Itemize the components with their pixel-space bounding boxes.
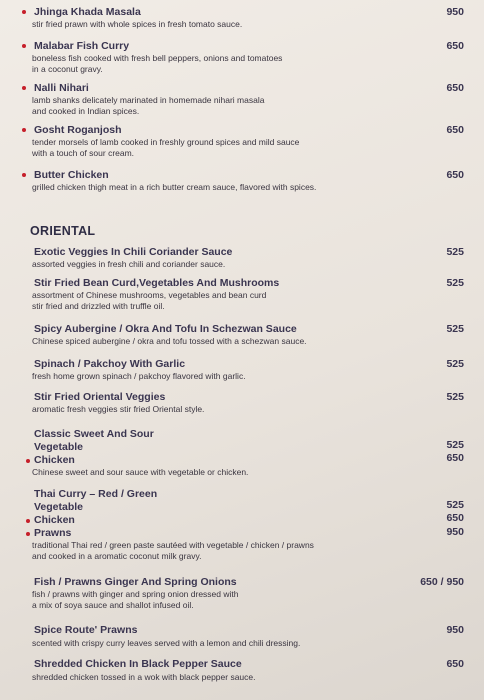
- item-desc: fish / prawns with ginger and spring onion dressed with: [32, 589, 239, 599]
- option-label: Prawns: [34, 527, 72, 539]
- menu-item: [22, 624, 472, 652]
- item-desc: stir fried prawn with whole spices in fresh tomato sauce.: [32, 19, 243, 29]
- item-name: Stir Fried Bean Curd,Vegetables And Mushrooms: [34, 277, 280, 289]
- menu-item: [22, 124, 472, 164]
- item-desc: and cooked in a aromatic coconut milk gravy.: [32, 551, 202, 561]
- option-label: Vegetable: [34, 441, 84, 453]
- item-name: Malabar Fish Curry: [34, 40, 130, 52]
- item-name: Stir Fried Oriental Veggies: [34, 391, 166, 403]
- item-name: Exotic Veggies In Chili Coriander Sauce: [34, 246, 233, 258]
- option-label: Chicken: [34, 514, 75, 526]
- item-price: 650 / 950: [420, 576, 464, 588]
- bullet-icon: [26, 459, 30, 463]
- option-label: Vegetable: [34, 501, 84, 513]
- item-desc: stir fried and drizzled with truffle oil.: [32, 301, 165, 311]
- item-price: 525: [446, 358, 464, 370]
- item-desc: scented with crispy curry leaves served with a lemon and chili dressing.: [32, 638, 301, 648]
- menu-item: [22, 277, 472, 317]
- item-desc: in a coconut gravy.: [32, 64, 103, 74]
- item-price: 650: [446, 658, 464, 670]
- item-desc: tender morsels of lamb cooked in freshly ground spices and mild sauce: [32, 137, 300, 147]
- option-price: 650: [446, 452, 464, 464]
- item-price: 950: [446, 6, 464, 18]
- item-name: Butter Chicken: [34, 169, 109, 181]
- item-name: Fish / Prawns Ginger And Spring Onions: [34, 576, 237, 588]
- menu-item: [22, 82, 472, 122]
- item-desc: Chinese sweet and sour sauce with vegetable or chicken.: [32, 467, 249, 477]
- item-desc: Chinese spiced aubergine / okra and tofu tossed with a schezwan sauce.: [32, 336, 307, 346]
- item-desc: grilled chicken thigh meat in a rich butter cream sauce, flavored with spices.: [32, 182, 317, 192]
- option-price: 950: [446, 526, 464, 538]
- item-name: Gosht Roganjosh: [34, 124, 122, 136]
- bullet-icon: [26, 532, 30, 536]
- item-desc: aromatic fresh veggies stir fried Oriental style.: [32, 404, 205, 414]
- menu-item: [22, 358, 472, 386]
- item-desc: shredded chicken tossed in a wok with black pepper sauce.: [32, 672, 256, 682]
- option-price: 650: [446, 512, 464, 524]
- item-name: Spice Route' Prawns: [34, 624, 138, 636]
- menu-item: [22, 488, 472, 572]
- item-price: 650: [446, 124, 464, 136]
- item-desc: boneless fish cooked with fresh bell peppers, onions and tomatoes: [32, 53, 283, 63]
- bullet-icon: [26, 519, 30, 523]
- item-desc: and cooked in Indian spices.: [32, 106, 140, 116]
- option-price: 525: [446, 439, 464, 451]
- item-name: Spicy Aubergine / Okra And Tofu In Schezwan Sauce: [34, 323, 297, 335]
- bullet-icon: [22, 10, 26, 14]
- menu-item: [22, 40, 472, 80]
- item-name: Spinach / Pakchoy With Garlic: [34, 358, 186, 370]
- menu-item: [22, 391, 472, 419]
- item-desc: traditional Thai red / green paste sautéed with vegetable / chicken / prawns: [32, 540, 314, 550]
- option-label: Chicken: [34, 454, 75, 466]
- item-desc: fresh home grown spinach / pakchoy flavored with garlic.: [32, 371, 246, 381]
- item-desc: assorted veggies in fresh chili and coriander sauce.: [32, 259, 226, 269]
- menu-item: [22, 246, 472, 274]
- item-price: 950: [446, 624, 464, 636]
- item-name: Classic Sweet And Sour: [34, 428, 154, 440]
- menu-item: [22, 428, 472, 482]
- item-price: 525: [446, 277, 464, 289]
- bullet-icon: [22, 128, 26, 132]
- menu-item: [22, 576, 472, 616]
- item-desc: with a touch of sour cream.: [32, 148, 135, 158]
- option-price: 525: [446, 499, 464, 511]
- item-desc: lamb shanks delicately marinated in homemade nihari masala: [32, 95, 265, 105]
- item-price: 525: [446, 246, 464, 258]
- menu-item: [22, 323, 472, 351]
- section-title: ORIENTAL: [30, 224, 96, 238]
- item-price: 650: [446, 82, 464, 94]
- item-desc: assortment of Chinese mushrooms, vegetables and bean curd: [32, 290, 267, 300]
- item-price: 525: [446, 391, 464, 403]
- bullet-icon: [22, 86, 26, 90]
- item-name: Thai Curry – Red / Green: [34, 488, 158, 500]
- menu-item: [22, 6, 472, 36]
- bullet-icon: [22, 173, 26, 177]
- item-price: 650: [446, 40, 464, 52]
- item-name: Nalli Nihari: [34, 82, 89, 94]
- item-name: Jhinga Khada Masala: [34, 6, 141, 18]
- menu-item: [22, 658, 472, 686]
- item-name: Shredded Chicken In Black Pepper Sauce: [34, 658, 242, 670]
- menu-item: [22, 169, 472, 199]
- item-price: 650: [446, 169, 464, 181]
- item-price: 525: [446, 323, 464, 335]
- item-desc: a mix of soya sauce and shallot infused oil.: [32, 600, 194, 610]
- bullet-icon: [22, 44, 26, 48]
